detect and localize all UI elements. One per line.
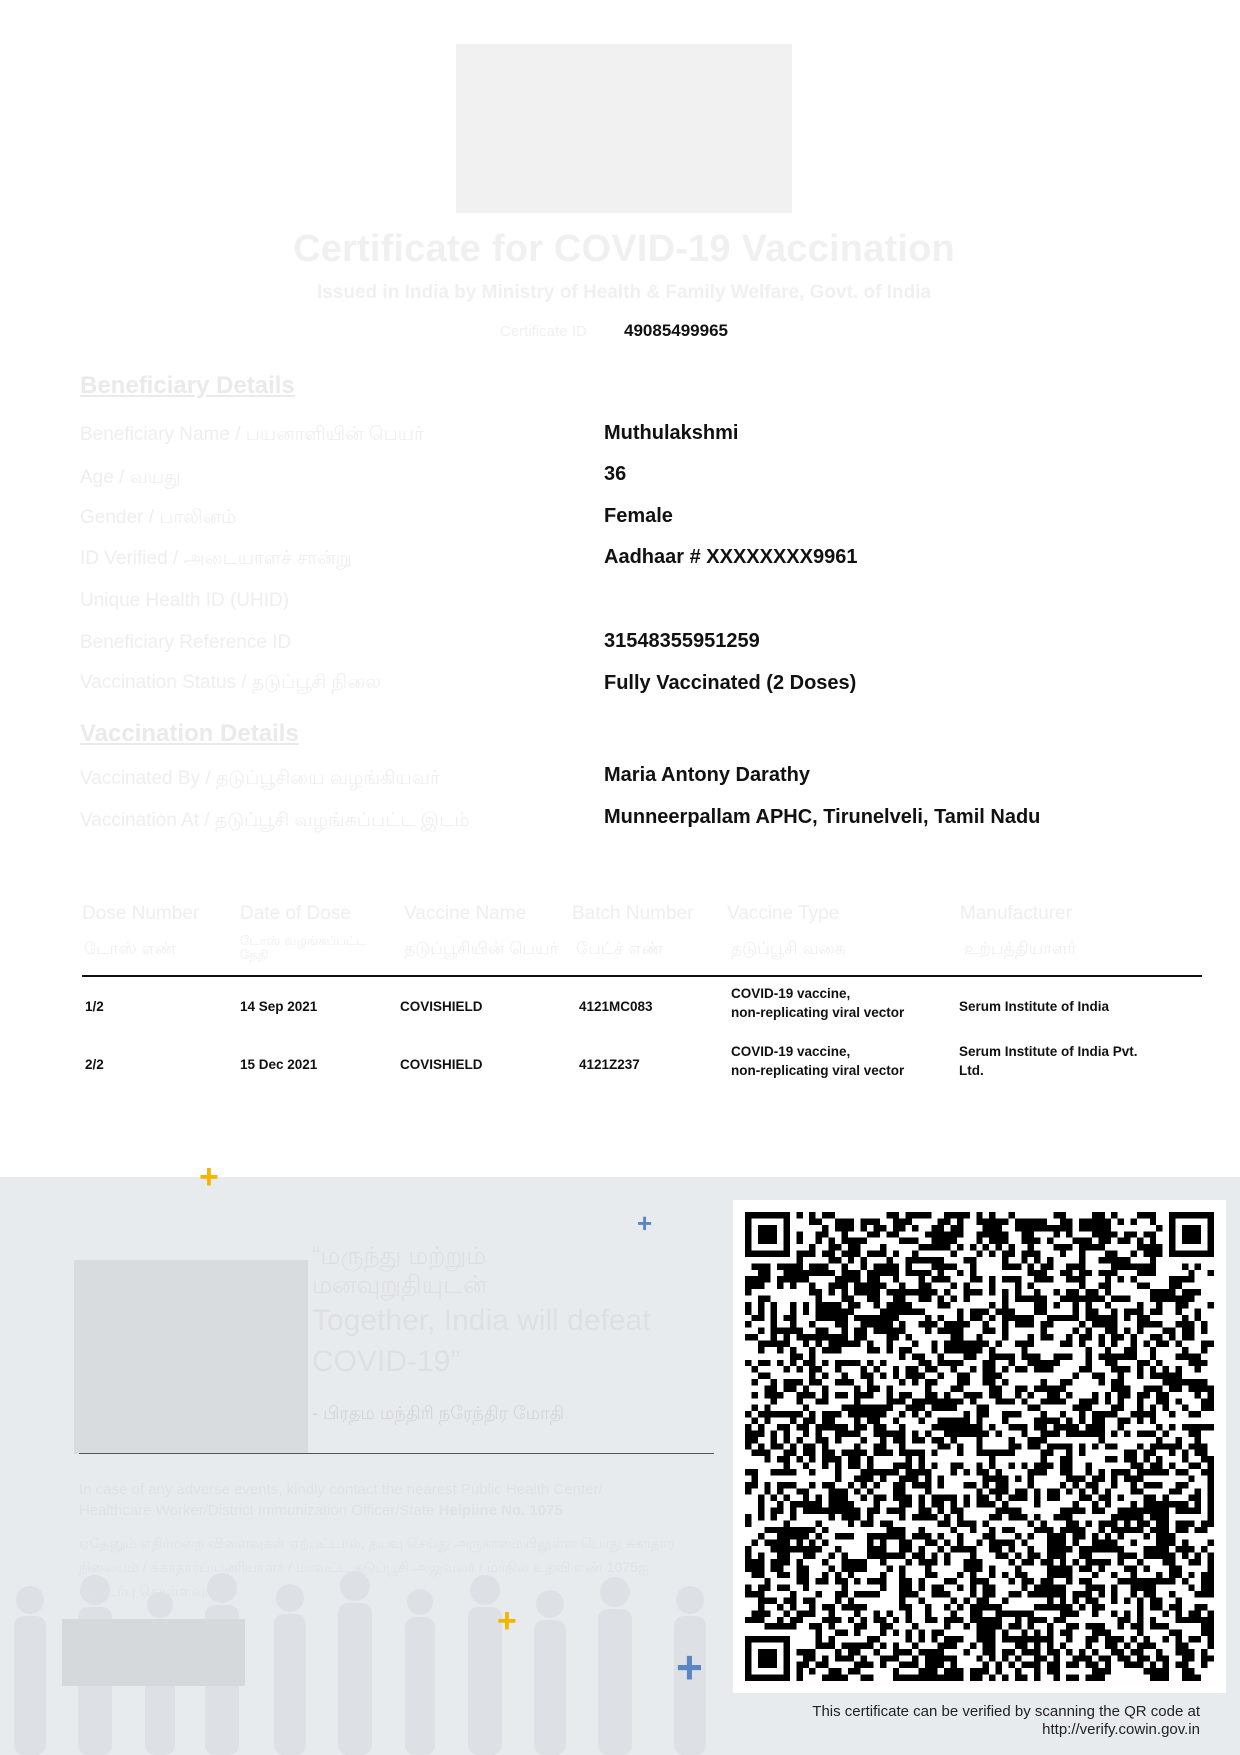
vaccination-status-label: Vaccination Status / தடுப்பூசி நிலை bbox=[80, 672, 381, 693]
vaccine-type-cell-line2: non-replicating viral vector bbox=[731, 1063, 905, 1078]
vaccine-type-cell-line2: non-replicating viral vector bbox=[731, 1005, 905, 1020]
vaccination-at-value: Munneerpallam APHC, Tirunelveli, Tamil Nadu bbox=[604, 806, 1041, 828]
beneficiary-reference-id-label: Beneficiary Reference ID bbox=[80, 632, 292, 653]
manufacturer-cell: Serum Institute of India bbox=[959, 999, 1110, 1014]
plus-icon: + bbox=[497, 1602, 517, 1640]
dose-number-cell: 1/2 bbox=[85, 999, 104, 1014]
uhid-label: Unique Health ID (UHID) bbox=[80, 590, 290, 611]
col-date-of-dose-ta: டோஸ் வழங்கப்பட்ட தேதி bbox=[240, 933, 367, 962]
col-vaccine-type: Vaccine Type bbox=[727, 903, 840, 924]
dose-number-cell: 2/2 bbox=[85, 1057, 104, 1072]
col-vaccine-name: Vaccine Name bbox=[404, 903, 527, 924]
manufacturer-cell-line1: Serum Institute of India Pvt. bbox=[959, 1044, 1138, 1059]
col-vaccine-type-ta: தடுப்பூசி வகை bbox=[731, 939, 846, 958]
helpline-number: Helpline No. 1075 bbox=[438, 1502, 563, 1519]
qr-finder-pattern bbox=[1169, 1212, 1214, 1257]
adverse-events-tamil: ஏதேனும் எதிர்மறை விளைவுகள் ஏற்பட்டால், தயவு செய்து அருகாமையிலுள்ள பொது சுகாதார நிலையம் / சுகாதாரப் பணியாளர் / மாவட்ட தடுப்பூசி அலுவலர் / மாநில உதவி எண் 1075ஐ தொடர்பு கொள்ளவும் bbox=[79, 1535, 675, 1599]
date-cell: 15 Dec 2021 bbox=[240, 1057, 318, 1072]
col-batch-number: Batch Number bbox=[572, 903, 694, 924]
certificate-title: Certificate for COVID-19 Vaccination bbox=[293, 228, 955, 270]
batch-cell: 4121Z237 bbox=[579, 1057, 640, 1072]
footer-divider bbox=[79, 1453, 714, 1454]
col-date-of-dose: Date of Dose bbox=[240, 903, 351, 924]
beneficiary-name-value: Muthulakshmi bbox=[604, 422, 739, 444]
age-value: 36 bbox=[604, 463, 627, 485]
qr-finder-pattern bbox=[745, 1212, 790, 1257]
qr-code-card bbox=[733, 1200, 1226, 1693]
quote-attribution: - பிரதம மந்திரி நரேந்திர மோதி bbox=[312, 1403, 565, 1423]
vaccine-type-cell-line1: COVID-19 vaccine, bbox=[731, 986, 851, 1001]
qr-finder-pattern bbox=[745, 1636, 790, 1681]
gender-label: Gender / பாலினம் bbox=[80, 507, 237, 528]
vaccination-status-value: Fully Vaccinated (2 Doses) bbox=[604, 672, 857, 694]
quote-tamil: “மருந்து மற்றும் மனவுறுதியுடன் bbox=[312, 1242, 488, 1299]
gender-value: Female bbox=[604, 505, 673, 527]
date-cell: 14 Sep 2021 bbox=[240, 999, 318, 1014]
table-header-divider bbox=[82, 975, 1202, 977]
plus-icon: + bbox=[199, 1158, 219, 1196]
col-dose-number-ta: டோஸ் எண் bbox=[84, 939, 177, 958]
vaccine-type-cell-line1: COVID-19 vaccine, bbox=[731, 1044, 851, 1059]
plus-icon: + bbox=[637, 1208, 653, 1238]
certificate-id-value: 49085499965 bbox=[624, 321, 729, 340]
col-dose-number: Dose Number bbox=[82, 903, 200, 924]
beneficiary-reference-id-value: 31548355951259 bbox=[604, 630, 760, 652]
plus-icon: + bbox=[676, 1641, 703, 1693]
vaccinated-by-label: Vaccinated By / தடுப்பூசியை வழங்கியவர் bbox=[80, 768, 440, 789]
verify-instructions bbox=[700, 1703, 1200, 1739]
batch-cell: 4121MC083 bbox=[579, 999, 653, 1014]
verify-url: http://verify.cowin.gov.in bbox=[1042, 1721, 1200, 1738]
beneficiary-name-label: Beneficiary Name / பயனாளியின் பெயர் bbox=[80, 424, 424, 445]
col-vaccine-name-ta: தடுப்பூசியின் பெயர் bbox=[404, 939, 559, 958]
manufacturer-cell-line2: Ltd. bbox=[959, 1063, 984, 1078]
footer-logo bbox=[62, 1619, 245, 1686]
adverse-events-text: In case of any adverse events, kindly contact the nearest Public Health Center/ Healthcare Worker/District Immunization Officer/State bbox=[79, 1481, 603, 1519]
vaccination-details-heading: Vaccination Details bbox=[80, 720, 299, 747]
emblem-logo bbox=[456, 44, 792, 213]
qr-code bbox=[745, 1212, 1214, 1681]
col-batch-number-ta: பேட்ச் எண் bbox=[576, 939, 664, 958]
age-label: Age / வயது bbox=[80, 467, 181, 488]
col-manufacturer-ta: உற்பத்தியாளர் bbox=[964, 939, 1077, 958]
prime-minister-photo bbox=[74, 1260, 308, 1454]
adverse-events-english bbox=[79, 1479, 669, 1521]
id-verified-label: ID Verified / அடையாளச் சான்று bbox=[80, 548, 352, 569]
certificate-subtitle: Issued in India by Ministry of Health & Family Welfare, Govt. of India bbox=[316, 282, 932, 303]
quote-english: Together, India will defeat COVID-19” bbox=[312, 1304, 651, 1378]
beneficiary-details-heading: Beneficiary Details bbox=[80, 372, 295, 399]
vaccine-name-cell: COVISHIELD bbox=[400, 999, 483, 1014]
verify-line-1: This certificate can be verified by scanning the QR code at bbox=[812, 1703, 1200, 1720]
certificate-id-label: Certificate ID bbox=[500, 323, 587, 340]
vaccination-at-label: Vaccination At / தடுப்பூசி வழங்கப்பட்ட இடம் bbox=[80, 810, 470, 831]
vaccine-name-cell: COVISHIELD bbox=[400, 1057, 483, 1072]
id-verified-value: Aadhaar # XXXXXXXX9961 bbox=[604, 546, 858, 568]
col-manufacturer: Manufacturer bbox=[960, 903, 1072, 924]
vaccinated-by-value: Maria Antony Darathy bbox=[604, 764, 810, 786]
